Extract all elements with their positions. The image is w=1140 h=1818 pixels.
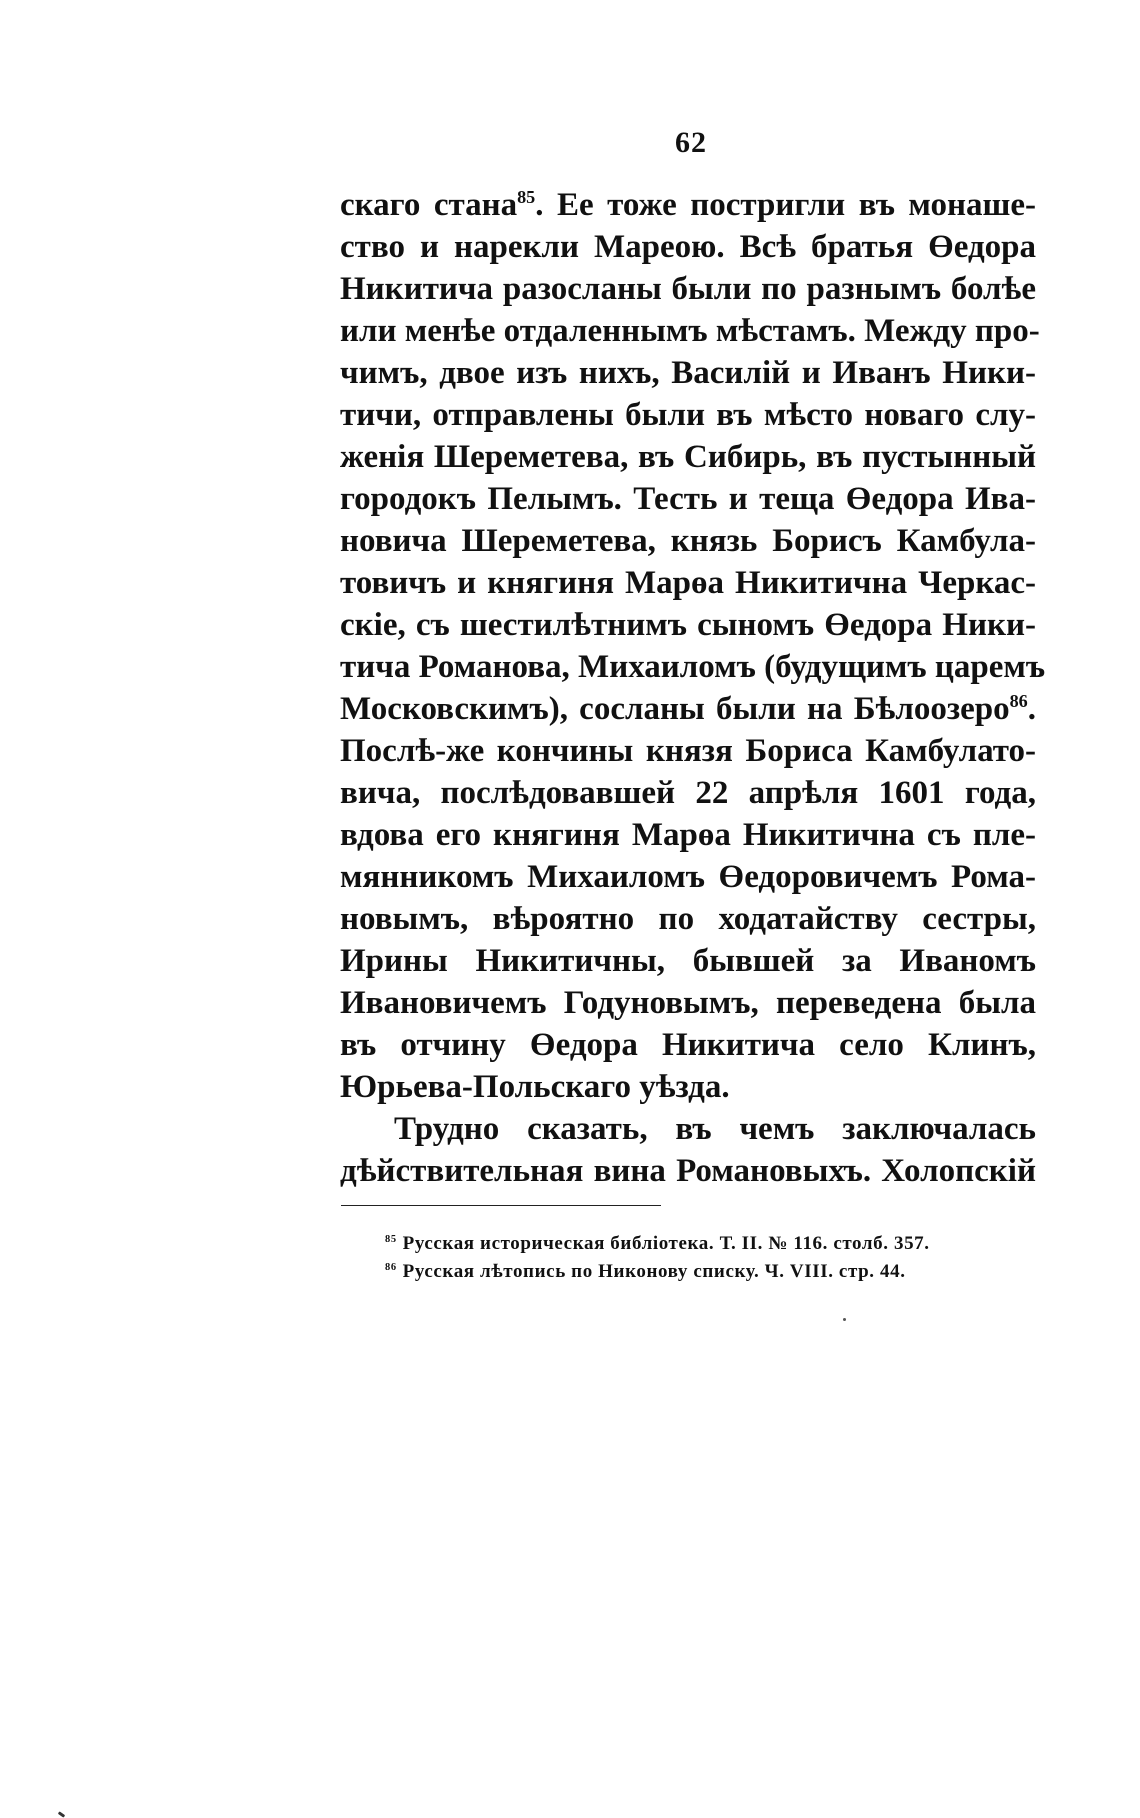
text-line: Московскимъ), сосланы были на Бѣлоозеро$^{86}$.: [340, 691, 1036, 727]
text-line: ство и нарекли Мареою. Всѣ братья Өедора: [340, 229, 1036, 265]
text-line: вича, послѣдовавшей 22 апрѣля 1601 года,: [340, 775, 1036, 811]
text-line: тичи, отправлены были въ мѣсто новаго слу-: [340, 397, 1036, 433]
body-text: [340, 184, 1046, 1192]
footnotes: [385, 1230, 1045, 1286]
text-line: мянникомъ Михаиломъ Өедоровичемъ Рома-: [340, 859, 1036, 895]
text-line: или менѣе отдаленнымъ мѣстамъ. Между про-: [340, 313, 1040, 349]
footnote: $^{85}$ Русская историческая библіотека. Т. II. № 116. столб. 357.: [385, 1233, 930, 1254]
text-line: Ирины Никитичны, бывшей за Иваномъ: [340, 943, 1036, 979]
text-line: Ивановичемъ Годуновымъ, переведена была: [340, 985, 1036, 1021]
footnote-divider: [341, 1205, 661, 1206]
text-line: Юрьева-Польскаго уѣзда.: [340, 1069, 730, 1105]
text-line: новича Шереметева, князь Борисъ Камбула-: [340, 523, 1036, 559]
footnote-ref: 86: [1009, 691, 1028, 711]
text-line: скіе, съ шестилѣтнимъ сыномъ Өедора Ники-: [340, 607, 1036, 643]
text-line: Трудно сказать, въ чемъ заключалась: [394, 1111, 1036, 1147]
text-line: городокъ Пелымъ. Тесть и теща Өедора Ива-: [340, 481, 1036, 517]
footnote-number: 86: [385, 1261, 397, 1273]
text-line: товичъ и княгиня Марөа Никитична Черкас-: [340, 565, 1036, 601]
page-number: 62: [675, 126, 707, 159]
text-line: вдова его княгиня Марөа Никитична съ пле-: [340, 817, 1036, 853]
paper-speck: [843, 1318, 846, 1321]
text-line: дѣйствительная вина Романовыхъ. Холопскій: [340, 1153, 1036, 1189]
paper-speck: [58, 1811, 65, 1817]
text-line: Никитича разосланы были по разнымъ болѣе: [340, 271, 1036, 307]
text-line: женія Шереметева, въ Сибирь, въ пустынный: [340, 439, 1036, 475]
text-line: скаго стана$^{85}$. Ее тоже постригли въ монаше-: [340, 187, 1036, 223]
footnote-number: 85: [385, 1233, 397, 1245]
text-line: въ отчину Өедора Никитича село Клинъ,: [340, 1027, 1036, 1063]
text-line: Послѣ-же кончины князя Бориса Камбулато-: [340, 733, 1036, 769]
footnote: $^{86}$ Русская лѣтопись по Никонову списку. Ч. VIII. стр. 44.: [385, 1261, 906, 1282]
text-line: новымъ, вѣроятно по ходатайству сестры,: [340, 901, 1036, 937]
text-line: чимъ, двое изъ нихъ, Василій и Иванъ Ники-: [340, 355, 1036, 391]
text-line: тича Романова, Михаиломъ (будущимъ царемъ: [340, 649, 1046, 685]
footnote-ref: 85: [517, 187, 536, 207]
